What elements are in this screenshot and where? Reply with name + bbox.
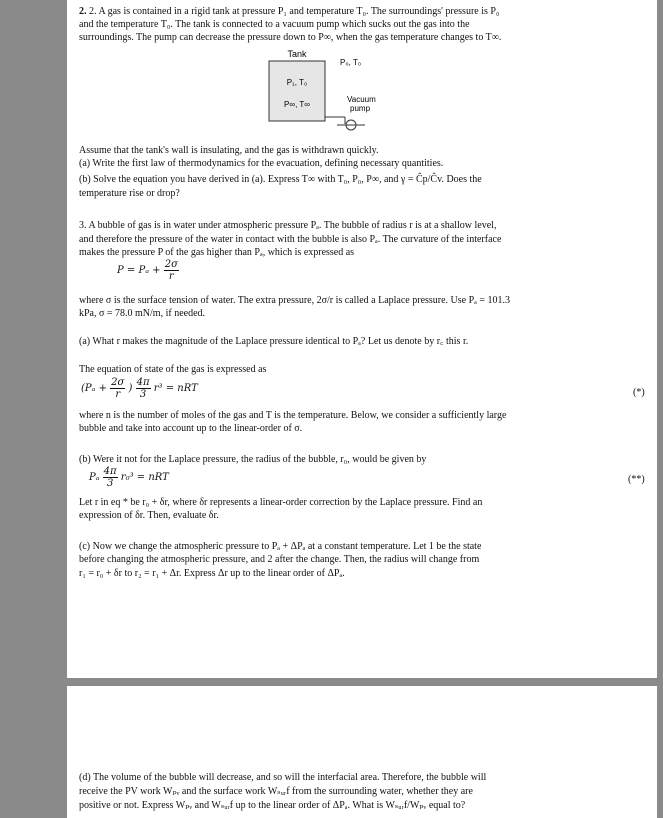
q2-assume: Assume that the tank's wall is insulating, and the gas is withdrawn quickly. [79, 145, 379, 156]
q3-part-b-after-1: Let r in eq * be r₀ + δr, where δr represents a linear-order correction by the Laplace pressure. Find an [79, 497, 483, 508]
eq2-den: r [115, 389, 121, 400]
q3-part-c-2: before changing the atmospheric pressure, and 2 after the change. Then, the radius will change from [79, 554, 480, 565]
q2-line-3: surroundings. The pump can decrease the pressure down to P∞, when the gas temperature changes to T∞. [79, 32, 502, 43]
q3-where2-1: where n is the number of moles of the gas and T is the temperature. Below, we consider a sufficiently large [79, 410, 507, 421]
document-page-1 [67, 0, 657, 678]
q3-part-d-2: receive the PV work Wₚᵥ and the surface work Wₛᵤᵣf from the surrounding water, whether they are [79, 786, 473, 797]
bubble-equation [89, 465, 169, 491]
q2-part-b-cont: temperature rise or drop? [79, 188, 180, 199]
q3-part-c-3: r₁ = r₀ + δr to r₂ = r₁ + Δr. Express Δr up to the linear order of ΔPₐ. [79, 568, 345, 579]
eq3-rest: r₀³ = nRT [120, 472, 169, 483]
eq2-tag: (*) [633, 387, 645, 398]
state-equation [81, 376, 198, 402]
q3-where-2: kPa, σ = 78.0 mN/m, if needed. [79, 308, 206, 319]
eq3-den: 3 [106, 478, 114, 489]
q3-where2-2: bubble and take into account up to the linear-order of σ. [79, 423, 303, 434]
q3-part-a: (a) What r makes the magnitude of the Laplace pressure identical to Pₐ? Let us denote by r꜀ this r. [79, 336, 469, 347]
eq2-open: (Pₐ + [81, 383, 107, 394]
q2-line-2: and the temperature T₀. The tank is connected to a vacuum pump which sucks out the gas into the [79, 19, 470, 30]
q3-intro-1: 3. A bubble of gas is in water under atmospheric pressure Pₐ. The bubble of radius r is at a shallow level, [79, 220, 497, 231]
q2-line-1 [79, 5, 499, 18]
eq2-den2: 3 [139, 389, 147, 400]
q3-part-c-1: (c) Now we change the atmospheric pressure to Pₐ + ΔPₐ at a constant temperature. Let 1 be the state [79, 541, 482, 552]
tank-final-state: P∞, T∞ [284, 100, 310, 109]
laplace-equation [117, 258, 179, 284]
pump-label-1: Vacuum [347, 95, 376, 104]
eq1-num: 2σ [164, 259, 178, 270]
eq1-fraction [164, 259, 179, 282]
q3-intro-3: makes the pressure P of the gas higher than Pₐ, which is expressed as [79, 247, 355, 258]
q2-number: 2. [79, 6, 87, 17]
q3-intro-2: and therefore the pressure of the water in contact with the bubble is also Pₐ. The curvature of the interface [79, 234, 502, 245]
eq1-den: r [168, 271, 174, 282]
eq3-lhs: Pₐ [89, 472, 100, 483]
q3-part-d-3: positive or not. Express Wₚᵥ and Wₛᵤᵣf up to the linear order of ΔPₐ. What is Wₛᵤᵣf/Wₚᵥ equal to? [79, 800, 466, 811]
eq1-lhs: P = Pₐ + [117, 265, 161, 276]
tank-label: Tank [287, 49, 307, 59]
q3-part-b: (b) Were it not for the Laplace pressure, the radius of the bubble, r₀, would be given by [79, 454, 427, 465]
pump-label-2: pump [350, 104, 371, 113]
tank-box [269, 61, 325, 121]
q3-part-d-1: (d) The volume of the bubble will decrease, and so will the interfacial area. Therefore, the bubble will [79, 772, 487, 783]
document-page-2 [67, 686, 657, 818]
q3-where-1: where σ is the surface tension of water. The extra pressure, 2σ/r is called a Laplace pressure. Use Pₐ = 101.3 [79, 295, 511, 306]
eq2-close: ) [128, 383, 133, 394]
q2-part-a: (a) Write the first law of thermodynamics for the evacuation, defining necessary quantities. [79, 158, 444, 169]
q2-text-1: 2. A gas is contained in a rigid tank at pressure P₁ and temperature T₀. The surroundings' pressure is P₀ [89, 6, 500, 17]
q3-state-intro: The equation of state of the gas is expressed as [79, 364, 267, 375]
eq3-tag: (**) [628, 474, 645, 485]
q3-part-b-after-2: expression of δr. Then, evaluate δr. [79, 510, 219, 521]
tank-initial-state: P₁, T₀ [286, 78, 308, 87]
eq2-rest: r³ = nRT [153, 383, 198, 394]
tank-diagram [267, 47, 457, 132]
q2-part-b: (b) Solve the equation you have derived in (a). Express T∞ with T₀, P₀, P∞, and γ = Ĉp/Ĉv. Does the [79, 174, 482, 185]
eq3-num: 4π [103, 466, 117, 477]
outside-state-label: P₀, T₀ [340, 58, 362, 67]
eq2-fraction-2 [136, 377, 151, 400]
eq2-num: 2σ [111, 377, 125, 388]
eq3-fraction [103, 466, 118, 489]
eq2-fraction-1 [110, 377, 125, 400]
eq2-num2: 4π [136, 377, 150, 388]
